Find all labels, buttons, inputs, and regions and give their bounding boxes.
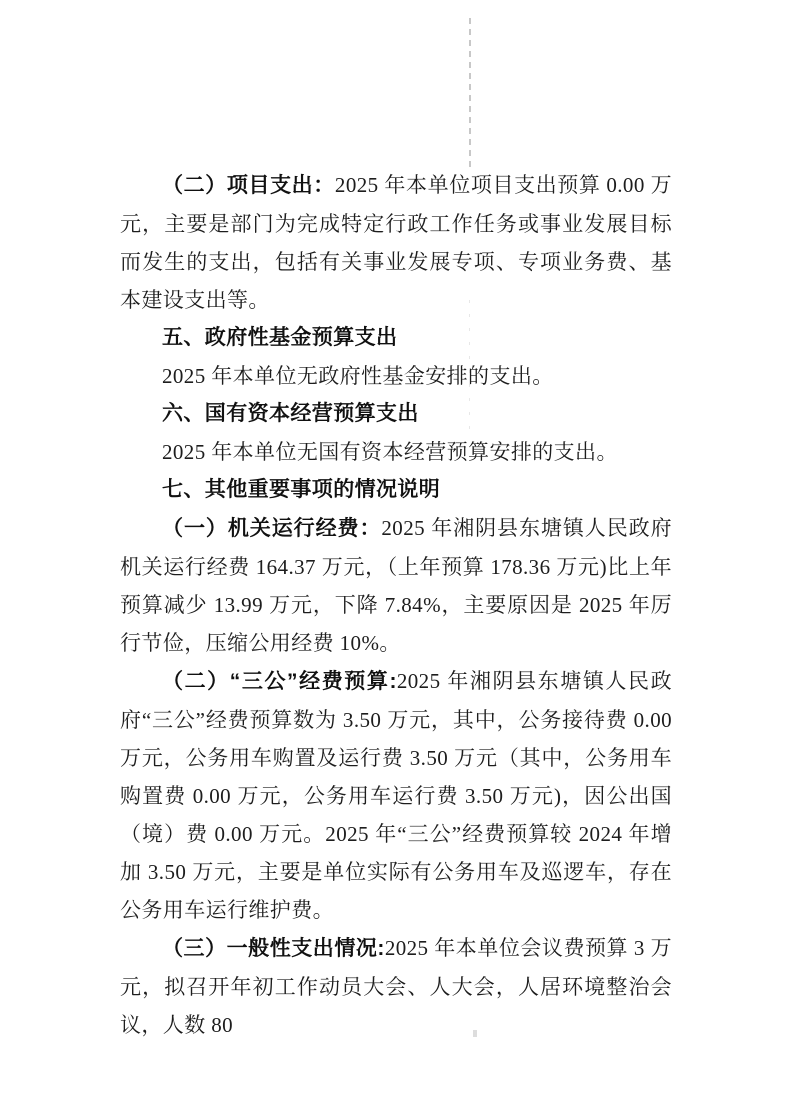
paragraph-state-capital-note: 2025 年本单位无国有资本经营预算安排的支出。 [162, 440, 618, 464]
paragraph-government-fund-note: 2025 年本单位无政府性基金安排的支出。 [162, 364, 554, 388]
heading-section-6-state-capital-budget: 六、国有资本经营预算支出 [162, 402, 419, 425]
paragraph-runin-label: （二）项目支出： [162, 174, 335, 197]
paragraph-runin-label: （三）一般性支出情况: [162, 937, 385, 960]
heading-section-7-other-important-matters: 七、其他重要事项的情况说明 [162, 478, 441, 501]
scan-streak-artifact [469, 18, 471, 170]
paragraph-runin-label: （二）“三公”经费预算: [162, 670, 397, 693]
paragraph-text: 2025 年本单位项目支出预算 0.00 万元，主要是部门为完成特定行政工作任务或事业发展目标而发生的支出，包括有关事业发展专项、专项业务费、基本建设支出等。 [120, 173, 672, 312]
heading-section-5-government-fund-budget: 五、政府性基金预算支出 [162, 326, 398, 349]
document-body [120, 166, 672, 1044]
paragraph-text: 2025 年湘阴县东塘镇人民政府机关运行经费 164.37 万元，（上年预算 178.36 万元)比上年预算减少 13.99 万元，下降 7.84%，主要原因是 2025 年厉行节俭，压缩公用经费 10%。 [120, 516, 672, 655]
paragraph-text: 2025 年本单位会议费预算 3 万元，拟召开年初工作动员大会、人大会，人居环境整治会议，人数 80 [120, 936, 672, 1037]
paragraph-runin-label: （一）机关运行经费： [162, 517, 382, 540]
paragraph-three-public-expenses-budget [120, 662, 672, 929]
paragraph-text: 2025 年湘阴县东塘镇人民政府“三公”经费预算数为 3.50 万元，其中，公务接待费 0.00 万元，公务用车购置及运行费 3.50 万元（其中，公务用车购置费 0.00 万元，公务用车运行费 3.50 万元)，因公出国（境）费 0.00 万元。2025 年“三公”经费预算较 2024 年增加 3.50 万元，主要是单位实际有公务用车及巡逻车，存在公务用车运行维护费。 [120, 669, 673, 922]
paragraph-general-expenditure-situation [120, 929, 672, 1044]
paragraph-agency-operating-expenses [120, 509, 672, 662]
paragraph-project-expenditure [120, 166, 672, 319]
